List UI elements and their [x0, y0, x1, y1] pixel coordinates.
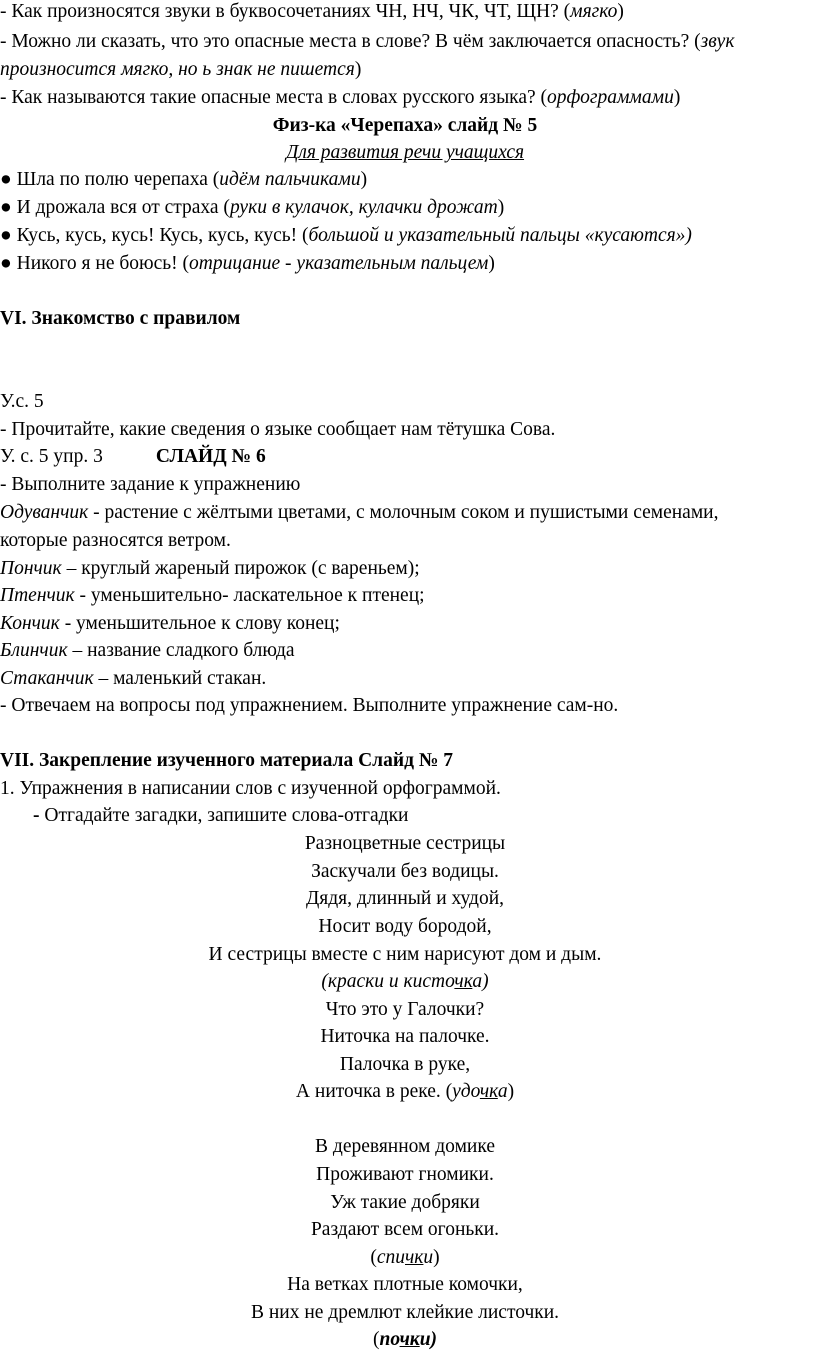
fizka-item-text: ● Никого я не боюсь! (: [0, 253, 190, 274]
dictionary-definition: – круглый жареный пирожок (с вареньем);: [61, 558, 420, 579]
question-2-continued: [0, 56, 810, 83]
section-7-item-1: 1. Упражнения в написании слов с изученной орфограммой.: [0, 778, 501, 799]
question-3-close: ): [673, 87, 681, 108]
riddle-1-line: И сестрицы вместе с ним нарисуют дом и дым.: [208, 944, 602, 965]
question-1: [0, 0, 810, 25]
riddle-2-line: Ниточка на палочке.: [320, 1026, 490, 1047]
question-3-answer: орфограммами: [547, 87, 674, 108]
dictionary-definition: - уменьшительно- ласкательное к птенец;: [74, 585, 425, 606]
dictionary-word: Стаканчик: [0, 668, 94, 689]
fizka-item-action: идём пальчиками: [219, 169, 361, 190]
dictionary-entry: [0, 665, 810, 692]
dictionary-word: Блинчик: [0, 640, 68, 661]
riddle-task: [33, 802, 816, 829]
fizka-item-action: отрицание - указательным пальцем: [189, 253, 489, 274]
answer-part: удо: [452, 1081, 480, 1102]
dictionary-word: Птенчик: [0, 585, 75, 606]
fizka-item-text: ● И дрожала вся от страха (: [0, 197, 230, 218]
question-1-close: ): [617, 1, 624, 22]
riddle-1-line: Дядя, длинный и худой,: [305, 888, 505, 909]
answer-part: (краски и кисто: [321, 971, 455, 992]
riddle-task-dash: -: [33, 805, 40, 826]
riddle-3-answer: [0, 1244, 810, 1271]
answer-orthogram: чк: [454, 971, 473, 992]
dictionary-entry: [0, 610, 810, 637]
dictionary-entry: [0, 527, 810, 554]
question-2-answer-part1: звук: [700, 31, 735, 52]
riddle-2-text: А ниточка в реке. (: [295, 1081, 453, 1102]
question-2-text: - Можно ли сказать, что это опасные места в слове? В чём заключается опасность? (: [0, 31, 701, 52]
answer-orthogram: чк: [399, 1329, 420, 1350]
riddle-1-answer: [0, 968, 810, 995]
riddle-task-text: Отгадайте загадки, запишите слова-отгадки: [39, 805, 409, 826]
fizka-item: [0, 166, 810, 193]
riddle-3-line: В деревянном домике: [315, 1136, 495, 1157]
answer-open: (: [372, 1329, 380, 1350]
question-2-close: ): [354, 59, 362, 80]
riddle-2-last-line: [0, 1078, 810, 1105]
dictionary-definition: - растение с жёлтыми цветами, с молочным соком и пушистыми семенами,: [88, 502, 719, 523]
question-3-text: - Как называются такие опасные места в словах русского языка? (: [0, 87, 548, 108]
question-2: [0, 28, 810, 55]
section-6-task: - Выполните задание к упражнению: [0, 474, 301, 495]
riddle-1-line: Разноцветные сестрицы: [304, 833, 506, 854]
riddle-2-line: Палочка в руке,: [339, 1054, 471, 1075]
answer-part: и): [419, 1329, 438, 1350]
answer-part: по: [379, 1329, 400, 1350]
riddle-1-line: Заскучали без водицы.: [311, 861, 499, 882]
dictionary-entry: [0, 582, 810, 609]
dictionary-entry: [0, 637, 810, 664]
dictionary-word: Пончик: [0, 558, 62, 579]
question-3: [0, 84, 810, 111]
fizka-subtitle: Для развития речи учащихся: [285, 142, 525, 163]
answer-close: ): [433, 1247, 440, 1268]
dictionary-entry: [0, 555, 810, 582]
question-1-answer: мягко: [570, 1, 618, 22]
riddle-4-answer: [0, 1326, 810, 1353]
fizka-item-action: руки в кулачок, кулачки дрожат: [229, 197, 498, 218]
section-7-heading: VII. Закрепление изученного материала Слайд № 7: [0, 750, 454, 771]
riddle-1-line: Носит воду бородой,: [318, 916, 492, 937]
dictionary-definition: - уменьшительное к слову конец;: [59, 613, 340, 634]
section-6-exercise-line: [0, 443, 810, 470]
fizka-item-close: ): [360, 169, 368, 190]
riddle-3-line: Уж такие добряки: [330, 1192, 480, 1213]
section-6-textbook-ref: У.с. 5: [0, 391, 44, 412]
riddle-3-line: Проживают гномики.: [316, 1164, 494, 1185]
fizka-item: [0, 222, 810, 249]
section-6-answer-line: - Отвечаем на вопросы под упражнением. Выполните упражнение сам-но.: [0, 695, 619, 716]
dictionary-definition: – название сладкого блюда: [67, 640, 295, 661]
exercise-ref: У. с. 5 упр. 3: [0, 446, 103, 467]
fizka-item-text: ● Кусь, кусь, кусь! Кусь, кусь, кусь! (: [0, 225, 309, 246]
answer-orthogram: чк: [404, 1247, 424, 1268]
riddle-4-line: На ветках плотные комочки,: [287, 1274, 523, 1295]
fizka-subtitle-line: [0, 139, 810, 166]
dictionary-entry: [0, 499, 810, 526]
fizka-item-action: большой и указательный пальцы «кусаются»): [308, 225, 692, 246]
dictionary-definition: которые разносятся ветром.: [0, 530, 231, 551]
answer-part: спи: [376, 1247, 405, 1268]
answer-part: а): [472, 971, 489, 992]
slide-label: СЛАЙД № 6: [155, 446, 266, 467]
answer-part: и: [423, 1247, 434, 1268]
dictionary-definition: – маленький стакан.: [93, 668, 267, 689]
fizka-item: [0, 250, 810, 277]
riddle-4-line: В них не дремлют клейкие листочки.: [250, 1302, 560, 1323]
dictionary-word: Одуванчик: [0, 502, 89, 523]
fizka-item-close: ): [488, 253, 495, 274]
question-1-text: - Как произносятся звуки в буквосочетаниях ЧН, НЧ, ЧК, ЧТ, ЩН? (: [0, 1, 571, 22]
answer-orthogram: чк: [479, 1081, 498, 1102]
fizka-item-close: ): [497, 197, 505, 218]
answer-part: а: [497, 1081, 508, 1102]
fizka-item: [0, 194, 810, 221]
answer-open: (: [370, 1247, 377, 1268]
dictionary-word: Кончик: [0, 613, 60, 634]
riddle-3-line: Раздают всем огоньки.: [310, 1219, 500, 1240]
question-2-answer-part2: произносится мягко, но ь знак не пишется: [0, 59, 355, 80]
fizka-item-text: ● Шла по полю черепаха (: [0, 169, 220, 190]
section-6-read-instruction: - Прочитайте, какие сведения о языке сообщает нам тётушка Сова.: [0, 419, 556, 440]
answer-close: ): [507, 1081, 515, 1102]
fizka-title: Физ-ка «Черепаха» слайд № 5: [272, 115, 538, 136]
section-6-heading: VI. Знакомство с правилом: [0, 308, 241, 329]
riddle-2-line: Что это у Галочки?: [325, 999, 485, 1020]
